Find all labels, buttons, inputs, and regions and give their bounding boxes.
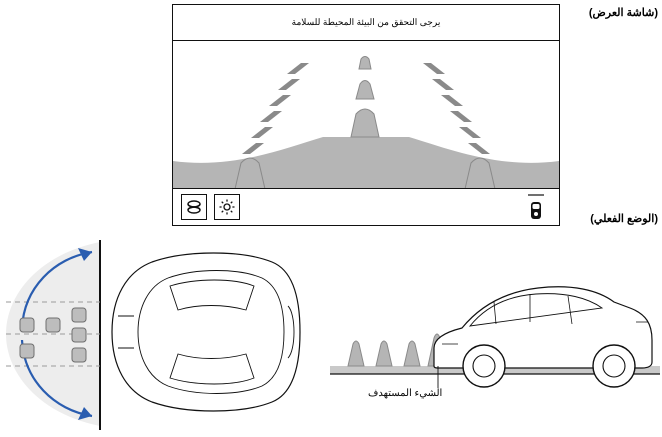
side-view-graphic [330, 262, 660, 432]
gear-icon [218, 198, 236, 216]
left-guide-line [242, 63, 309, 154]
display-toolbar [173, 188, 559, 225]
side-cone-group [348, 334, 446, 366]
car-rear-icon [525, 192, 547, 222]
rear-camera-view [173, 41, 559, 189]
car-rear-indicator[interactable] [523, 191, 549, 223]
label-actual-state: (الوضع الفعلي) [590, 213, 658, 225]
display-warning-text: يرجى التحقق من البيئة المحيطة للسلامة [291, 17, 441, 27]
display-warning-banner [173, 5, 559, 41]
display-screen-panel [172, 4, 560, 226]
label-display-screen: (شاشة العرض) [588, 7, 658, 19]
top-view-diagram [0, 236, 320, 432]
side-view-diagram [330, 262, 660, 432]
ground-fill [173, 137, 559, 189]
car-top-outline [112, 253, 300, 411]
camera-switch-button[interactable] [181, 194, 207, 220]
settings-button[interactable] [214, 194, 240, 220]
camera-view-graphic [173, 41, 559, 189]
top-view-graphic [0, 236, 320, 432]
camera-switch-icon [185, 198, 203, 216]
right-guide-line [423, 63, 490, 154]
target-object-label: الشيء المستهدف [368, 388, 443, 399]
